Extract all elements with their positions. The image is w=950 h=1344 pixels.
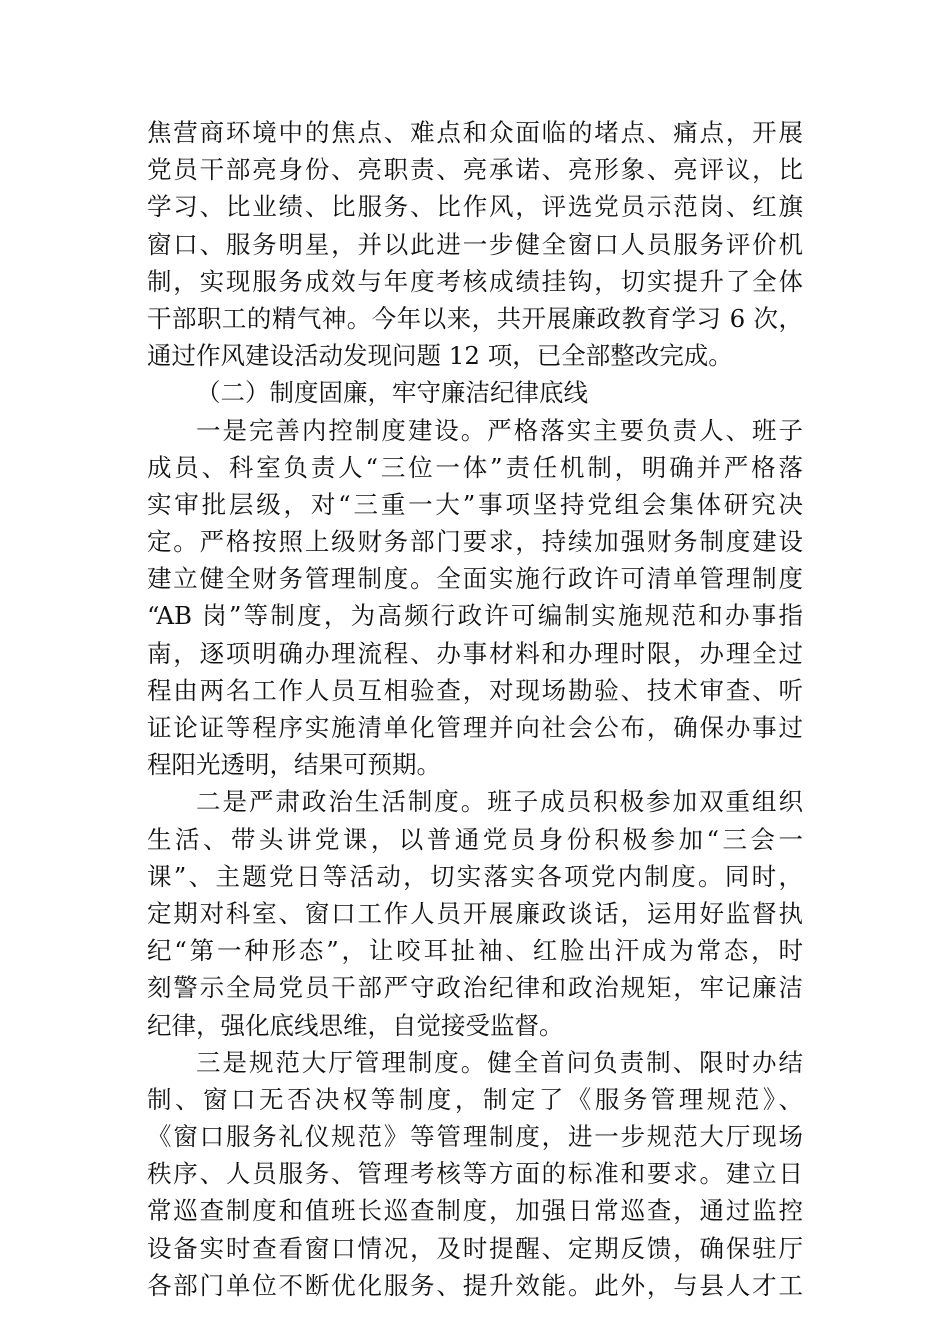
text-line: 南，逐项明确办理流程、办事材料和办理时限，办理全过 <box>147 638 803 668</box>
text-line: 各部门单位不断优化服务、提升效能。此外，与县人才工 <box>147 1270 803 1300</box>
text-line: 定期对科室、窗口工作人员开展廉政谈话，运用好监督执 <box>147 898 803 928</box>
text-line: 一是完善内控制度建设。严格落实主要负责人、班子 <box>196 415 803 445</box>
text-line: 生活、带头讲党课，以普通党员身份积极参加“三会一 <box>147 824 803 854</box>
text-line: 证论证等程序实施清单化管理并向社会公布，确保办事过 <box>147 713 803 742</box>
text-line: “AB 岗”等制度，为高频行政许可编制实施规范和办事指 <box>147 601 803 631</box>
paragraph-hall-management <box>147 1044 803 1304</box>
text-line: 刻警示全局党员干部严守政治纪律和政治规矩，牢记廉洁 <box>147 973 803 1003</box>
paragraph-business-environment <box>147 114 803 374</box>
text-line: 三是规范大厅管理制度。健全首问负责制、限时办结 <box>196 1047 803 1077</box>
text-line: 设备实时查看窗口情况，及时提醒、定期反馈，确保驻厅 <box>147 1233 803 1263</box>
section-heading <box>147 374 803 411</box>
text-line: 干部职工的精气神。今年以来，共开展廉政教育学习 6 次， <box>147 303 803 333</box>
section-heading-text: （二）制度固廉，牢守廉洁纪律底线 <box>196 378 588 408</box>
text-line: 纪律，强化底线思维，自觉接受监督。 <box>147 1010 564 1040</box>
text-line: 制、窗口无否决权等制度，制定了《服务管理规范》、 <box>147 1084 803 1114</box>
paragraph-political-life <box>147 783 803 1043</box>
text-line: 成员、科室负责人“三位一体”责任机制，明确并严格落 <box>147 452 803 482</box>
text-line: 窗口、服务明星，并以此进一步健全窗口人员服务评价机 <box>147 229 803 259</box>
text-line: 焦营商环境中的焦点、难点和众面临的堵点、痛点，开展 <box>147 118 803 147</box>
text-line: 秩序、人员服务、管理考核等方面的标准和要求。建立日 <box>147 1159 803 1189</box>
text-line: 常巡查制度和值班长巡查制度，加强日常巡查，通过监控 <box>147 1196 803 1226</box>
paragraph-internal-control <box>147 412 803 784</box>
text-line: 制，实现服务成效与年度考核成绩挂钩，切实提升了全体 <box>147 266 803 296</box>
text-line: 纪“第一种形态”，让咬耳扯袖、红脸出汗成为常态，时 <box>147 936 803 966</box>
text-line: 二是严肃政治生活制度。班子成员积极参加双重组织 <box>196 787 803 817</box>
text-line: 通过作风建设活动发现问题 12 项，已全部整改完成。 <box>147 341 733 371</box>
text-line: 实审批层级，对“三重一大”事项坚持党组会集体研究决 <box>147 489 803 519</box>
text-line: 党员干部亮身份、亮职责、亮承诺、亮形象、亮评议，比 <box>147 155 803 185</box>
text-line: 定。严格按照上级财务部门要求，持续加强财务制度建设 <box>147 527 803 557</box>
text-line: 建立健全财务管理制度。全面实施行政许可清单管理制度 <box>147 564 803 594</box>
text-line: 程阳光透明，结果可预期。 <box>147 750 441 780</box>
document-body <box>147 114 803 1304</box>
text-line: 《窗口服务礼仪规范》等管理制度，进一步规范大厅现场 <box>147 1122 803 1152</box>
text-line: 学习、比业绩、比服务、比作风，评选党员示范岗、红旗 <box>147 192 803 222</box>
text-line: 课”、主题党日等活动，切实落实各项党内制度。同时， <box>147 861 803 891</box>
text-line: 程由两名工作人员互相验查，对现场勘验、技术审查、听 <box>147 675 803 705</box>
